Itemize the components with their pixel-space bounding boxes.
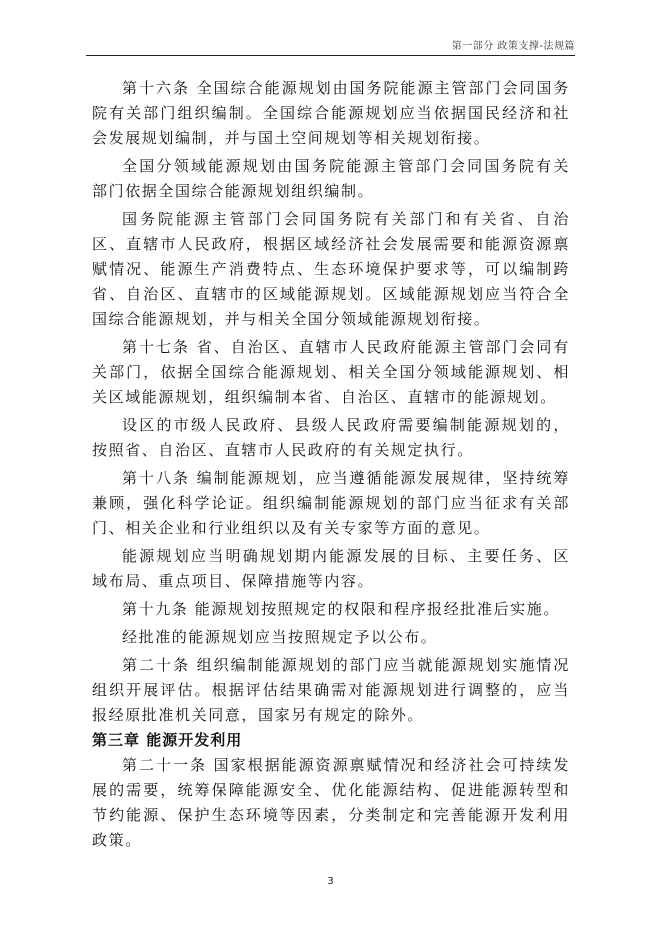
chapter-heading: 第三章 能源开发利用 xyxy=(92,731,243,749)
article-17-paragraph-2: 设区的市级人民政府、县级人民政府需要编制能源规划的，按照省、自治区、直辖市人民政府的有关规定执行。 xyxy=(92,416,570,459)
article-16-paragraph-3: 国务院能源主管部门会同国务院有关部门和有关省、自治区、直辖市人民政府，根据区域经济社会发展需要和能源资源禀赋情况、能源生产消费特点、生态环境保护要求等，可以编制跨省、自治区、直辖市的区域能源规划。区域能源规划应当符合全国综合能源规划，并与相关全国分领域能源规划衔接。 xyxy=(92,210,570,328)
article-19-paragraph-1: 第十九条 能源规划按照规定的权限和程序报经批准后实施。 xyxy=(122,600,560,618)
article-21-paragraph-1: 第二十一条 国家根据能源资源禀赋情况和经济社会可持续发展的需要，统筹保障能源安全、优化能源结构、促进能源转型和节约能源、保护生态环境等因素，分类制定和完善能源开发利用政策。 xyxy=(92,756,570,849)
article-18-paragraph-2: 能源规划应当明确规划期内能源发展的目标、主要任务、区域布局、重点项目、保障措施等内容。 xyxy=(92,547,570,590)
article-16-paragraph-2: 全国分领域能源规划由国务院能源主管部门会同国务院有关部门依据全国综合能源规划组织编制。 xyxy=(92,157,570,200)
article-18-paragraph-1: 第十八条 编制能源规划，应当遵循能源发展规律，坚持统筹兼顾，强化科学论证。组织编制能源规划的部门应当征求有关部门、相关企业和行业组织以及有关专家等方面的意见。 xyxy=(92,469,570,537)
article-20-paragraph-1: 第二十条 组织编制能源规划的部门应当就能源规划实施情况组织开展评估。根据评估结果确需对能源规划进行调整的，应当报经原批准机关同意，国家另有规定的除外。 xyxy=(92,656,570,724)
page-header xyxy=(86,36,575,56)
header-text: 第一部分 政策支撑-法规篇 xyxy=(451,41,575,52)
article-17-paragraph-1: 第十七条 省、自治区、直辖市人民政府能源主管部门会同有关部门，依据全国综合能源规划、相关全国分领域能源规划、相关区域能源规划，组织编制本省、自治区、直辖市的能源规划。 xyxy=(92,338,570,406)
article-19-paragraph-2: 经批准的能源规划应当按照规定予以公布。 xyxy=(122,628,438,646)
page-number: 3 xyxy=(327,876,334,887)
article-16-paragraph-1: 第十六条 全国综合能源规划由国务院能源主管部门会同国务院有关部门组织编制。全国综合能源规划应当依据国民经济和社会发展规划编制，并与国土空间规划等相关规划衔接。 xyxy=(92,79,570,147)
document-body xyxy=(92,76,570,853)
